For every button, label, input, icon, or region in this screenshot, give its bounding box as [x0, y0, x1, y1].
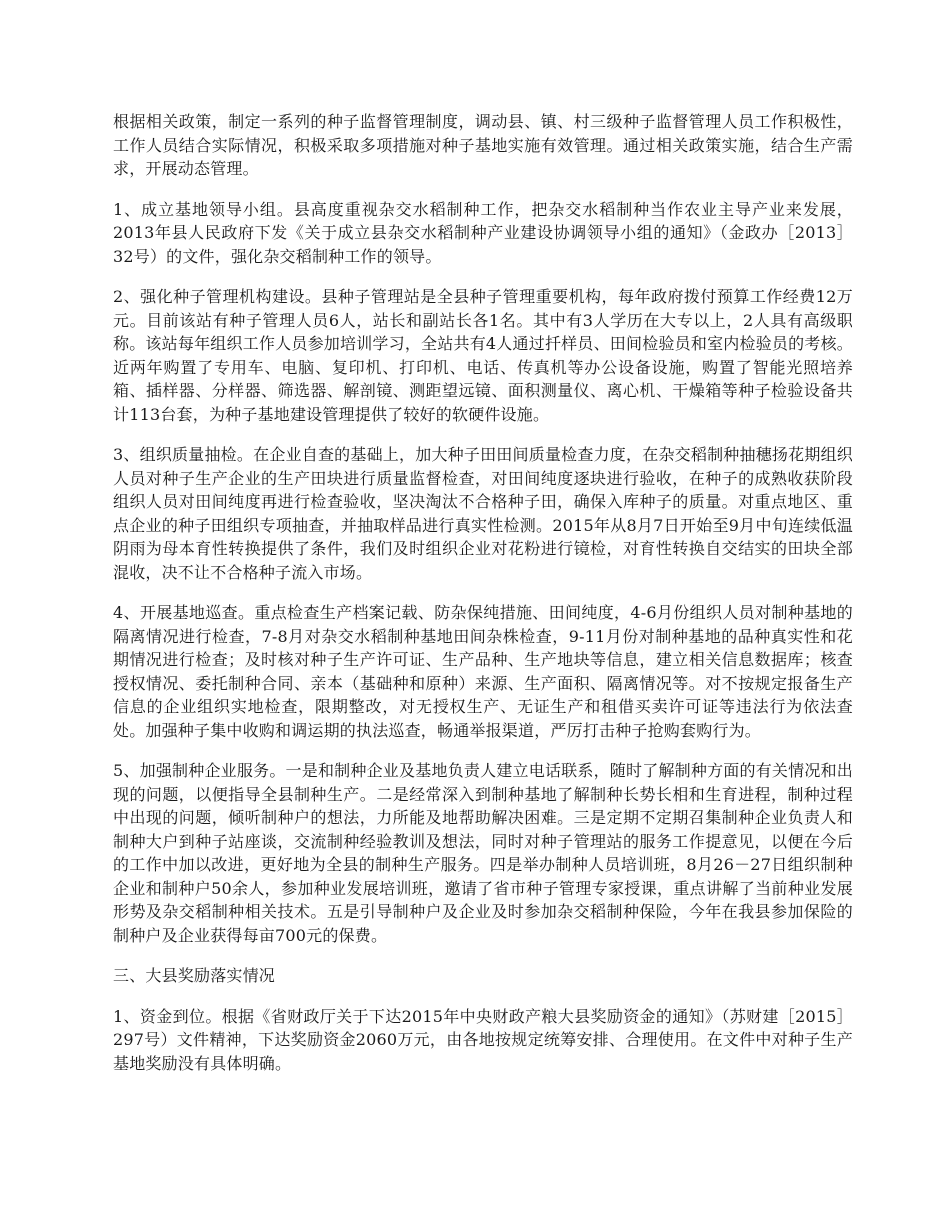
paragraph-leadership-group: 1、成立基地领导小组。县高度重视杂交水稻制种工作，把杂交水稻制种当作农业主导产业来发展，2013年县人民政府下发《关于成立县杂交水稻制种产业建设协调领导小组的通知》（金政办［2013］32号）的文件，强化杂交稻制种工作的领导。: [113, 199, 853, 266]
paragraph-enterprise-service: 5、加强制种企业服务。一是和制种企业及基地负责人建立电话联系，随时了解制种方面的有关情况和出现的问题，以便指导全县制种生产。二是经常深入到制种基地了解制种长势长相和生育进程，制种过程中出现的问题，倾听制种户的想法，力所能及地帮助解决困难。三是定期不定期召集制种企业负责人和制种大户到种子站座谈，交流制种经验教训及想法，同时对种子管理站的服务工作提意见，以便在今后的工作中加以改进，更好地为全县的制种生产服务。四是举办制种人员培训班，8月26－27日组织制种企业和制种户50余人，参加种业发展培训班，邀请了省市种子管理专家授课，重点讲解了当前种业发展形势及杂交稻制种相关技术。五是引导制种户及企业及时参加杂交稻制种保险，今年在我县参加保险的制种户及企业获得每亩700元的保费。: [113, 761, 853, 945]
paragraph-base-patrol: 4、开展基地巡查。重点检查生产档案记载、防杂保纯措施、田间纯度，4-6月份组织人员对制种基地的隔离情况进行检查，7-8月对杂交水稻制种基地田间杂株检查，9-11月份对制种基地的品种真实性和花期情况进行检查；及时核对种子生产许可证、生产品种、生产地块等信息，建立相关信息数据库；核查授权情况、委托制种合同、亲本（基础种和原种）来源、生产面积、隔离情况等。对不按规定报备生产信息的企业组织实地检查，限期整改，对无授权生产、无证生产和租借买卖许可证等违法行为依法查处。加强种子集中收购和调运期的执法巡查，畅通举报渠道，严厉打击种子抢购套购行为。: [113, 603, 853, 740]
paragraph-seed-management-agency: 2、强化种子管理机构建设。县种子管理站是全县种子管理重要机构，每年政府拨付预算工作经费12万元。目前该站有种子管理人员6人，站长和副站长各1名。其中有3人学历在大专以上，2人具有高级职称。该站每年组织工作人员参加培训学习，全站共有4人通过扦样员、田间检验员和室内检验员的考核。近两年购置了专用车、电脑、复印机、打印机、电话、传真机等办公设备设施，购置了智能光照培养箱、插样器、分样器、筛选器、解剖镜、测距望远镜、面积测量仪、离心机、干燥箱等种子检验设备共计113台套，为种子基地建设管理提供了较好的软硬件设施。: [113, 287, 853, 424]
paragraph-funds: 1、资金到位。根据《省财政厅关于下达2015年中央财政产粮大县奖励资金的通知》（苏财建［2015］297号）文件精神，下达奖励资金2060万元，由各地按规定统筹安排、合理使用。在文件中对种子生产基地奖励没有具体明确。: [113, 1006, 853, 1073]
document-body: [113, 110, 853, 1092]
section-heading: 三、大县奖励落实情况: [113, 966, 276, 985]
intro-paragraph: 根据相关政策，制定一系列的种子监督管理制度，调动县、镇、村三级种子监督管理人员工作积极性，工作人员结合实际情况，积极采取多项措施对种子基地实施有效管理。通过相关政策实施，结合生产需求，开展动态管理。: [113, 112, 853, 178]
paragraph-quality-inspection: 3、组织质量抽检。在企业自查的基础上，加大种子田田间质量检查力度，在杂交稻制种抽穗扬花期组织人员对种子生产企业的生产田块进行质量监督检查，对田间纯度逐块进行验收，在种子的成熟收获阶段组织人员对田间纯度再进行检查验收，坚决淘汰不合格种子田，确保入库种子的质量。对重点地区、重点企业的种子田组织专项抽查，并抽取样品进行真实性检测。2015年从8月7日开始至9月中旬连续低温阴雨为母本育性转换提供了条件，我们及时组织企业对花粉进行镜检，对育性转换自交结实的田块全部混收，决不让不合格种子流入市场。: [113, 445, 853, 582]
